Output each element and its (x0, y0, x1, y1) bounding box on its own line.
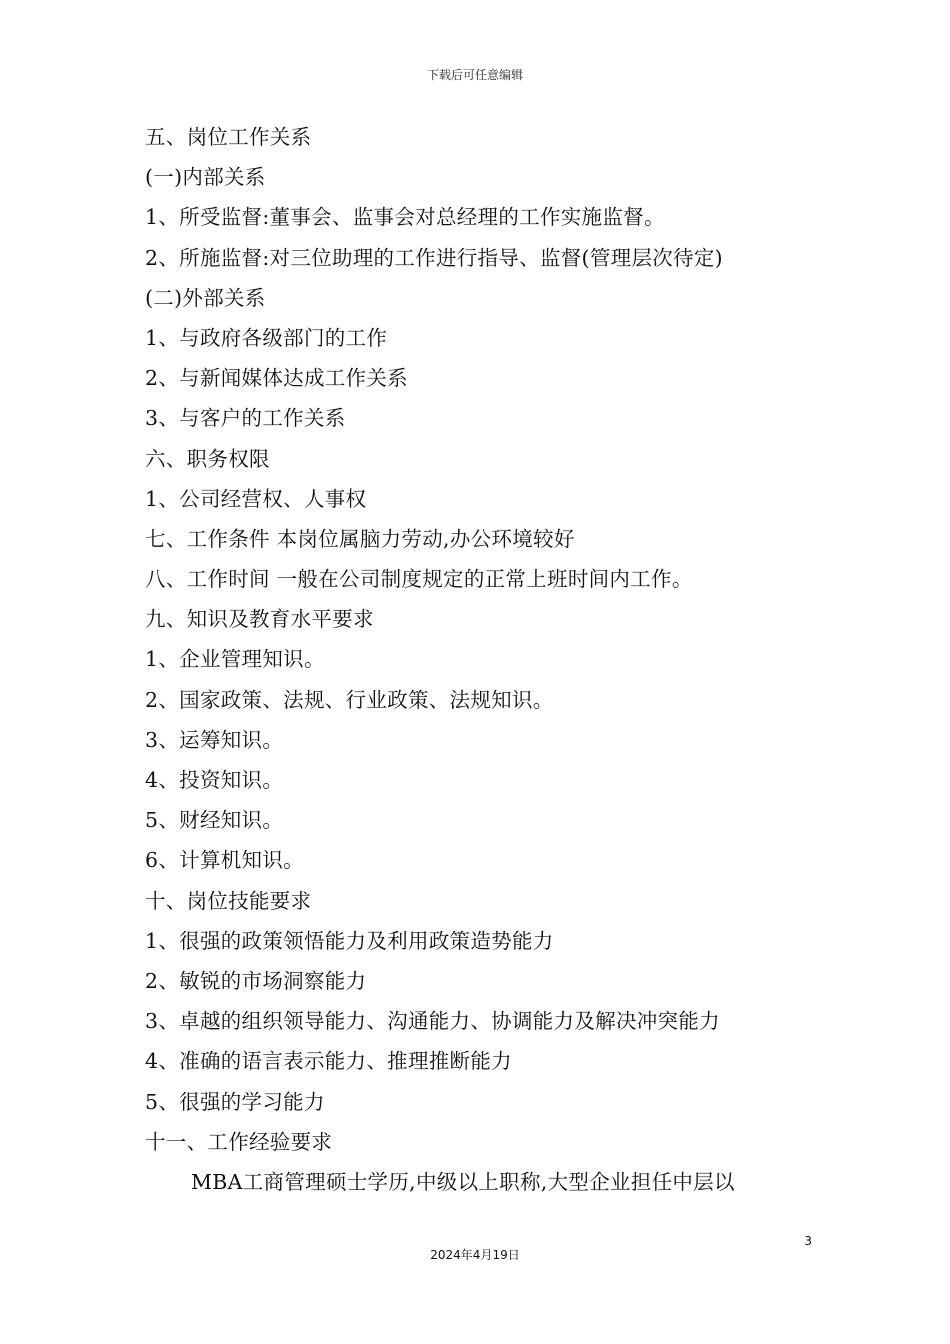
section-heading-9: 九、知识及教育水平要求 (145, 607, 374, 632)
list-item: 1、所受监督:董事会、监事会对总经理的工作实施监督。 (145, 205, 665, 230)
list-item: 1、企业管理知识。 (145, 647, 325, 672)
list-item: 2、所施监督:对三位助理的工作进行指导、监督(管理层次待定) (145, 245, 723, 270)
paragraph: MBA工商管理硕士学历,中级以上职称,大型企业担任中层以 (191, 1169, 735, 1194)
page-footer-date: 2024年4月19日 (430, 1248, 520, 1262)
list-item: 3、卓越的组织领导能力、沟通能力、协调能力及解决冲突能力 (145, 1009, 720, 1034)
page-number: 3 (804, 1234, 812, 1248)
list-item: 1、公司经营权、人事权 (145, 486, 367, 511)
section-heading-7: 七、工作条件 本岗位属脑力劳动,办公环境较好 (145, 526, 575, 551)
subsection-external: (二)外部关系 (145, 285, 266, 310)
list-item: 1、很强的政策领悟能力及利用政策造势能力 (145, 928, 554, 953)
subsection-internal: (一)内部关系 (145, 165, 266, 190)
list-item: 5、很强的学习能力 (145, 1089, 325, 1114)
list-item: 4、投资知识。 (145, 768, 284, 792)
section-heading-11: 十一、工作经验要求 (145, 1129, 333, 1154)
list-item: 1、与政府各级部门的工作 (145, 325, 388, 350)
section-heading-10: 十、岗位技能要求 (145, 888, 312, 913)
section-heading-6: 六、职务权限 (145, 446, 270, 471)
list-item: 3、与客户的工作关系 (145, 406, 346, 431)
list-item: 2、敏锐的市场洞察能力 (145, 968, 367, 993)
list-item: 2、与新闻媒体达成工作关系 (145, 366, 408, 391)
list-item: 5、财经知识。 (145, 808, 284, 833)
section-heading-8: 八、工作时间 一般在公司制度规定的正常上班时间内工作。 (145, 567, 693, 592)
list-item: 6、计算机知识。 (145, 848, 304, 873)
section-heading-5: 五、岗位工作关系 (145, 125, 312, 149)
page-header: 下载后可任意编辑 (426, 68, 523, 82)
list-item: 3、运筹知识。 (145, 727, 284, 752)
list-item: 2、国家政策、法规、行业政策、法规知识。 (145, 687, 554, 712)
document-body (145, 117, 825, 1202)
list-item: 4、准确的语言表示能力、推理推断能力 (145, 1049, 512, 1074)
